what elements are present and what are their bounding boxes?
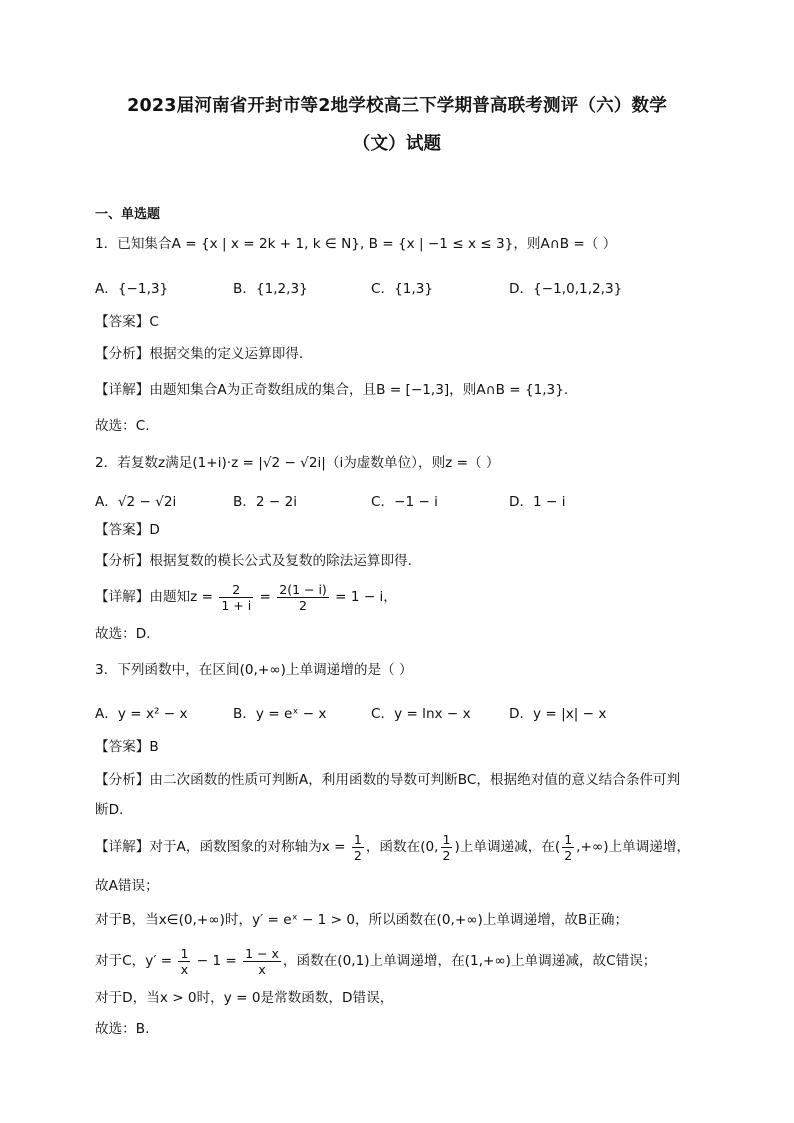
detail-text: ，函数在(0,1)上单调递增，在(1,+∞)上单调递减，故C错误；	[282, 953, 657, 969]
detail-text: = 1 − i，	[335, 589, 397, 605]
detail-text: 由题知集合A为正奇数组成的集合，且B = [−1,3]，则A∩B = {1,3}.	[149, 382, 569, 398]
document-title-line-2: （文）试题	[352, 134, 442, 154]
q1-option-b: B．{1,2,3}	[233, 281, 308, 297]
q2-stem: 2．若复数z满足(1+i)·z = |√2 − √2i|（i为虚数单位），则z =（ ）	[95, 455, 500, 471]
equals-sign: =	[259, 589, 271, 605]
section-heading: 一、单选题	[95, 207, 161, 222]
answer-value: D	[149, 522, 160, 538]
q3-detail-b: 对于B，当x∈(0,+∞)时，y′ = eˣ − 1 > 0，所以函数在(0,+∞)上单调递增，故B正确；	[95, 912, 629, 928]
answer-tag: 【答案】	[95, 739, 150, 755]
q1-option-c: C．{1,3}	[371, 281, 434, 297]
analysis-tag: 【分析】	[95, 553, 150, 569]
q2-option-a: A．√2 − √2i	[95, 494, 177, 510]
answer-tag: 【答案】	[95, 522, 150, 538]
q1-option-d: D．{−1,0,1,2,3}	[509, 281, 623, 297]
analysis-text: 根据复数的模长公式及复数的除法运算即得.	[149, 553, 412, 569]
q3-analysis-line-2: 断D.	[95, 802, 124, 818]
denominator: 1 + i	[221, 597, 252, 613]
q1-answer	[95, 312, 159, 332]
fraction	[562, 832, 574, 863]
detail-text: 对于A，函数图象的对称轴为x =	[149, 839, 346, 855]
denominator: x	[180, 961, 189, 977]
fraction	[243, 946, 281, 977]
numerator: 1	[353, 831, 362, 847]
q2-option-c: C．−1 − i	[371, 494, 438, 510]
denominator: 2	[442, 847, 451, 863]
q2-choose: 故选：D.	[95, 626, 151, 642]
q3-detail-c	[95, 944, 656, 978]
answer-tag: 【答案】	[95, 314, 150, 330]
q2-detail	[95, 580, 397, 614]
numerator: 1	[442, 831, 451, 847]
q1-choose: 故选：C.	[95, 418, 150, 434]
detail-text: ,+∞)上单调递增，	[576, 839, 691, 855]
detail-tag: 【详解】	[95, 382, 150, 398]
q3-answer	[95, 737, 159, 757]
q1-analysis	[95, 344, 303, 364]
denominator: 2	[299, 597, 307, 613]
q3-option-a: A．y = x² − x	[95, 706, 188, 722]
detail-tag: 【详解】	[95, 589, 150, 605]
analysis-tag: 【分析】	[95, 346, 150, 362]
detail-text: 对于C，y′ =	[95, 953, 173, 969]
analysis-tag: 【分析】	[95, 772, 150, 788]
numerator: 1 − x	[245, 945, 279, 961]
q1-option-a: A．{−1,3}	[95, 281, 169, 297]
q3-option-c: C．y = lnx − x	[371, 706, 471, 722]
document-title-line-1: 2023届河南省开封市等2地学校高三下学期普高联考测评（六）数学	[127, 96, 667, 116]
detail-text: − 1 =	[196, 953, 237, 969]
analysis-text: 根据交集的定义运算即得.	[149, 346, 304, 362]
detail-text: )上单调递减，在(	[454, 839, 561, 855]
denominator: x	[258, 961, 266, 977]
detail-text: ，函数在(0,	[365, 839, 439, 855]
answer-value: B	[149, 739, 159, 755]
fraction	[352, 832, 364, 863]
fraction	[277, 582, 329, 613]
numerator: 2	[219, 582, 253, 598]
denominator: 2	[564, 847, 573, 863]
q1-stem: 1．已知集合A = {x | x = 2k + 1, k ∈ N}, B = {x | −1 ≤ x ≤ 3}，则A∩B =（ ）	[95, 236, 617, 252]
q3-detail-a-line-2: 故A错误；	[95, 878, 159, 894]
q2-option-b: B．2 − 2i	[233, 494, 298, 510]
q3-analysis-line-1	[95, 770, 680, 790]
q3-detail-a	[95, 830, 690, 864]
detail-tag: 【详解】	[95, 839, 150, 855]
q2-analysis	[95, 551, 412, 571]
q3-choose: 故选：B.	[95, 1021, 150, 1037]
numerator: 1	[564, 831, 573, 847]
q3-option-b: B．y = eˣ − x	[233, 706, 327, 722]
q3-detail-d: 对于D，当x > 0时，y = 0是常数函数，D错误，	[95, 990, 394, 1006]
numerator: 1	[180, 945, 189, 961]
fraction	[219, 582, 253, 613]
q2-option-d: D．1 − i	[509, 494, 566, 510]
q1-detail	[95, 380, 568, 400]
denominator: 2	[353, 847, 362, 863]
analysis-text: 由二次函数的性质可判断A，利用函数的导数可判断BC，根据绝对值的意义结合条件可判	[149, 772, 681, 788]
q3-stem: 3．下列函数中，在区间(0,+∞)上单调递增的是（ ）	[95, 662, 413, 678]
answer-value: C	[149, 314, 159, 330]
fraction	[178, 946, 190, 977]
numerator: 2(1 − i)	[279, 581, 327, 597]
q3-option-d: D．y = |x| − x	[509, 706, 607, 722]
detail-text: 由题知z =	[149, 589, 214, 605]
q2-answer	[95, 520, 160, 540]
fraction	[441, 832, 453, 863]
